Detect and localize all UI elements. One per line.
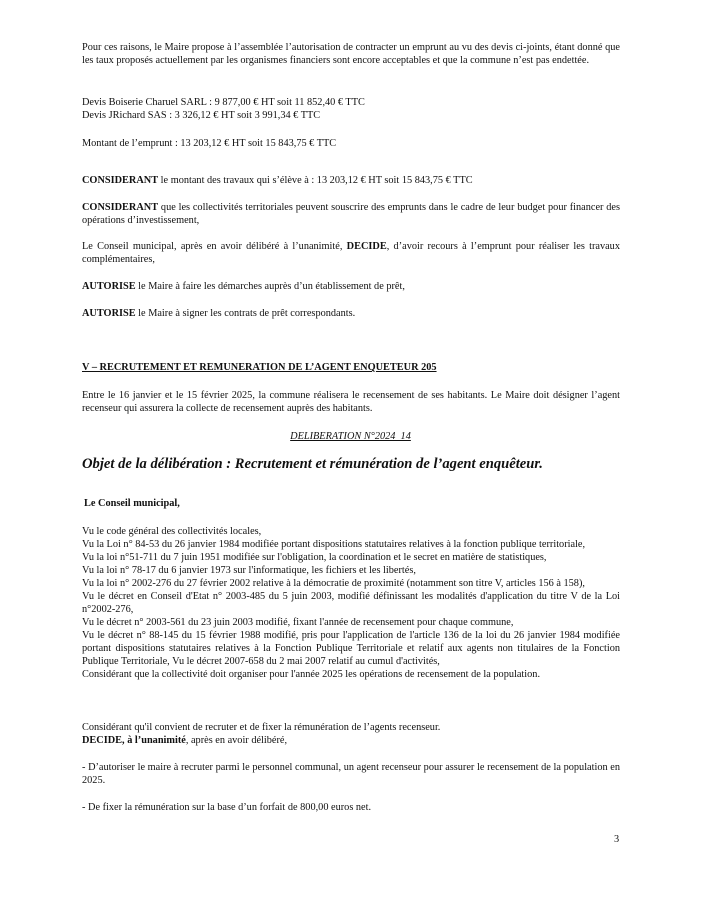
considerant-montant [82,174,620,187]
vu-list [82,525,620,681]
decision-item-remuneration [82,801,620,814]
conseil-municipal-heading: Le Conseil municipal, [84,498,180,509]
decision-item-recruter [82,761,620,787]
autorise-keyword: AUTORISE [82,308,136,319]
vu-item: Vu le décret en Conseil d'Etat n° 2003-485 du 5 juin 2003, modifié définissant les modalités d'application du titre V de la Loi n°2002-276, [82,591,620,615]
vu-item: Vu le décret n° 2003-561 du 23 juin 2003 modifié, fixant l'année de recensement pour chaque commune, [82,617,514,628]
autorise-signer-text: le Maire à signer les contrats de prêt correspondants. [135,308,356,319]
recensement-intro [82,389,620,415]
raisons-paragraph [82,41,620,67]
decide-unanimite-text: , après en avoir délibéré, [185,735,288,746]
devis-jrichard: Devis JRichard SAS : 3 326,12 € HT soit 3 991,34 € TTC [82,110,321,121]
considerant-keyword: CONSIDERANT [82,175,159,186]
considerant-recruter-text: Considérant qu'il convient de recruter et de fixer la rémunération de l’agents recenseur. [82,722,441,733]
considerant-recruter [82,721,620,747]
decide-keyword: DECIDE [346,241,387,252]
montant-emprunt [82,137,620,150]
autorise-demarches-text: le Maire à faire les démarches auprès d’un établissement de prêt, [135,281,405,292]
autorise-keyword: AUTORISE [82,281,136,292]
decision-item-recruter-text: - D’autoriser le maire à recruter parmi le personnel communal, un agent recenseur pour assurer le recensement de la population en 2025. [82,762,620,786]
considerant-montant-text: le montant des travaux qui s’élève à : 13 203,12 € HT soit 15 843,75 € TTC [158,175,473,186]
vu-item: Vu la loi n° 78-17 du 6 janvier 1973 sur l'informatique, les fichiers et les libertés, [82,565,416,576]
vu-item: Vu le code général des collectivités locales, [82,526,262,537]
devis-list [82,96,620,122]
decide-emprunt [82,240,620,266]
considerant-keyword: CONSIDERANT [82,202,159,213]
considerant-collectivite: Considérant que la collectivité doit organiser pour l'année 2025 les opérations de recensement de la population. [82,669,541,680]
montant-text: Montant de l’emprunt : 13 203,12 € HT soit 15 843,75 € TTC [82,138,337,149]
section-heading: V – RECRUTEMENT ET REMUNERATION DE L’AGENT ENQUETEUR 205 [82,362,437,373]
vu-item: Vu la loi n° 2002-276 du 27 février 2002 relative à la démocratie de proximité (notamment son titre V, articles 156 à 158), [82,578,585,589]
considerant-emprunts [82,201,620,227]
vu-item: Vu le décret n° 88-145 du 15 février 1988 modifié, pris pour l'application de l'article 136 de la loi du 26 janvier 1984 modifiée portant dispositions statutaires relatives à la Fonction Publique Territoriale et relatif aux agents non titulaires de la Fonction Publique Territoriale, Vu le décret 2007-658 du 2 mai 2007 relatif au cumul d'activités, [82,630,620,667]
decide-before-text: Le Conseil municipal, après en avoir délibéré à l’unanimité, [82,241,347,252]
autorise-signer [82,307,620,320]
vu-item: Vu la Loi n° 84-53 du 26 janvier 1984 modifiée portant dispositions statutaires relatives à la fonction publique territoriale, [82,539,586,550]
raisons-text: Pour ces raisons, le Maire propose à l’assemblée l’autorisation de contracter un emprunt au vu des devis ci-joints, étant donné que les taux proposés actuellement par les organismes financiers sont encore acceptables et que la commune n’est pas endettée. [82,42,620,66]
recensement-intro-text: Entre le 16 janvier et le 15 février 2025, la commune réalisera le recensement de ses habitants. Le Maire doit désigner l’agent recenseur qui assurera la collecte de recensement auprès des habitants. [82,390,620,414]
decide-unanimite-keyword: DECIDE, à l’unanimité [82,735,186,746]
autorise-demarches [82,280,620,293]
considerant-emprunts-text: que les collectivités territoriales peuvent souscrire des emprunts dans le cadre de leur budget pour financer des opérations d’investissement, [82,202,620,226]
deliberation-number: DELIBERATION N°2024_14 [290,431,411,442]
page-number: 3 [614,834,620,845]
vu-item: Vu la loi n°51-711 du 7 juin 1951 modifiée sur l'obligation, la coordination et le secret en matière de statistiques, [82,552,547,563]
deliberation-objet: Objet de la délibération : Recrutement et rémunération de l’agent enquêteur. [82,456,543,472]
devis-charuel: Devis Boiserie Charuel SARL : 9 877,00 € HT soit 11 852,40 € TTC [82,97,365,108]
decide-after-text: , d’avoir recours à l’emprunt pour réaliser les travaux complémentaires, [82,241,620,265]
decision-item-remuneration-text: - De fixer la rémunération sur la base d’un forfait de 800,00 euros net. [82,802,372,813]
